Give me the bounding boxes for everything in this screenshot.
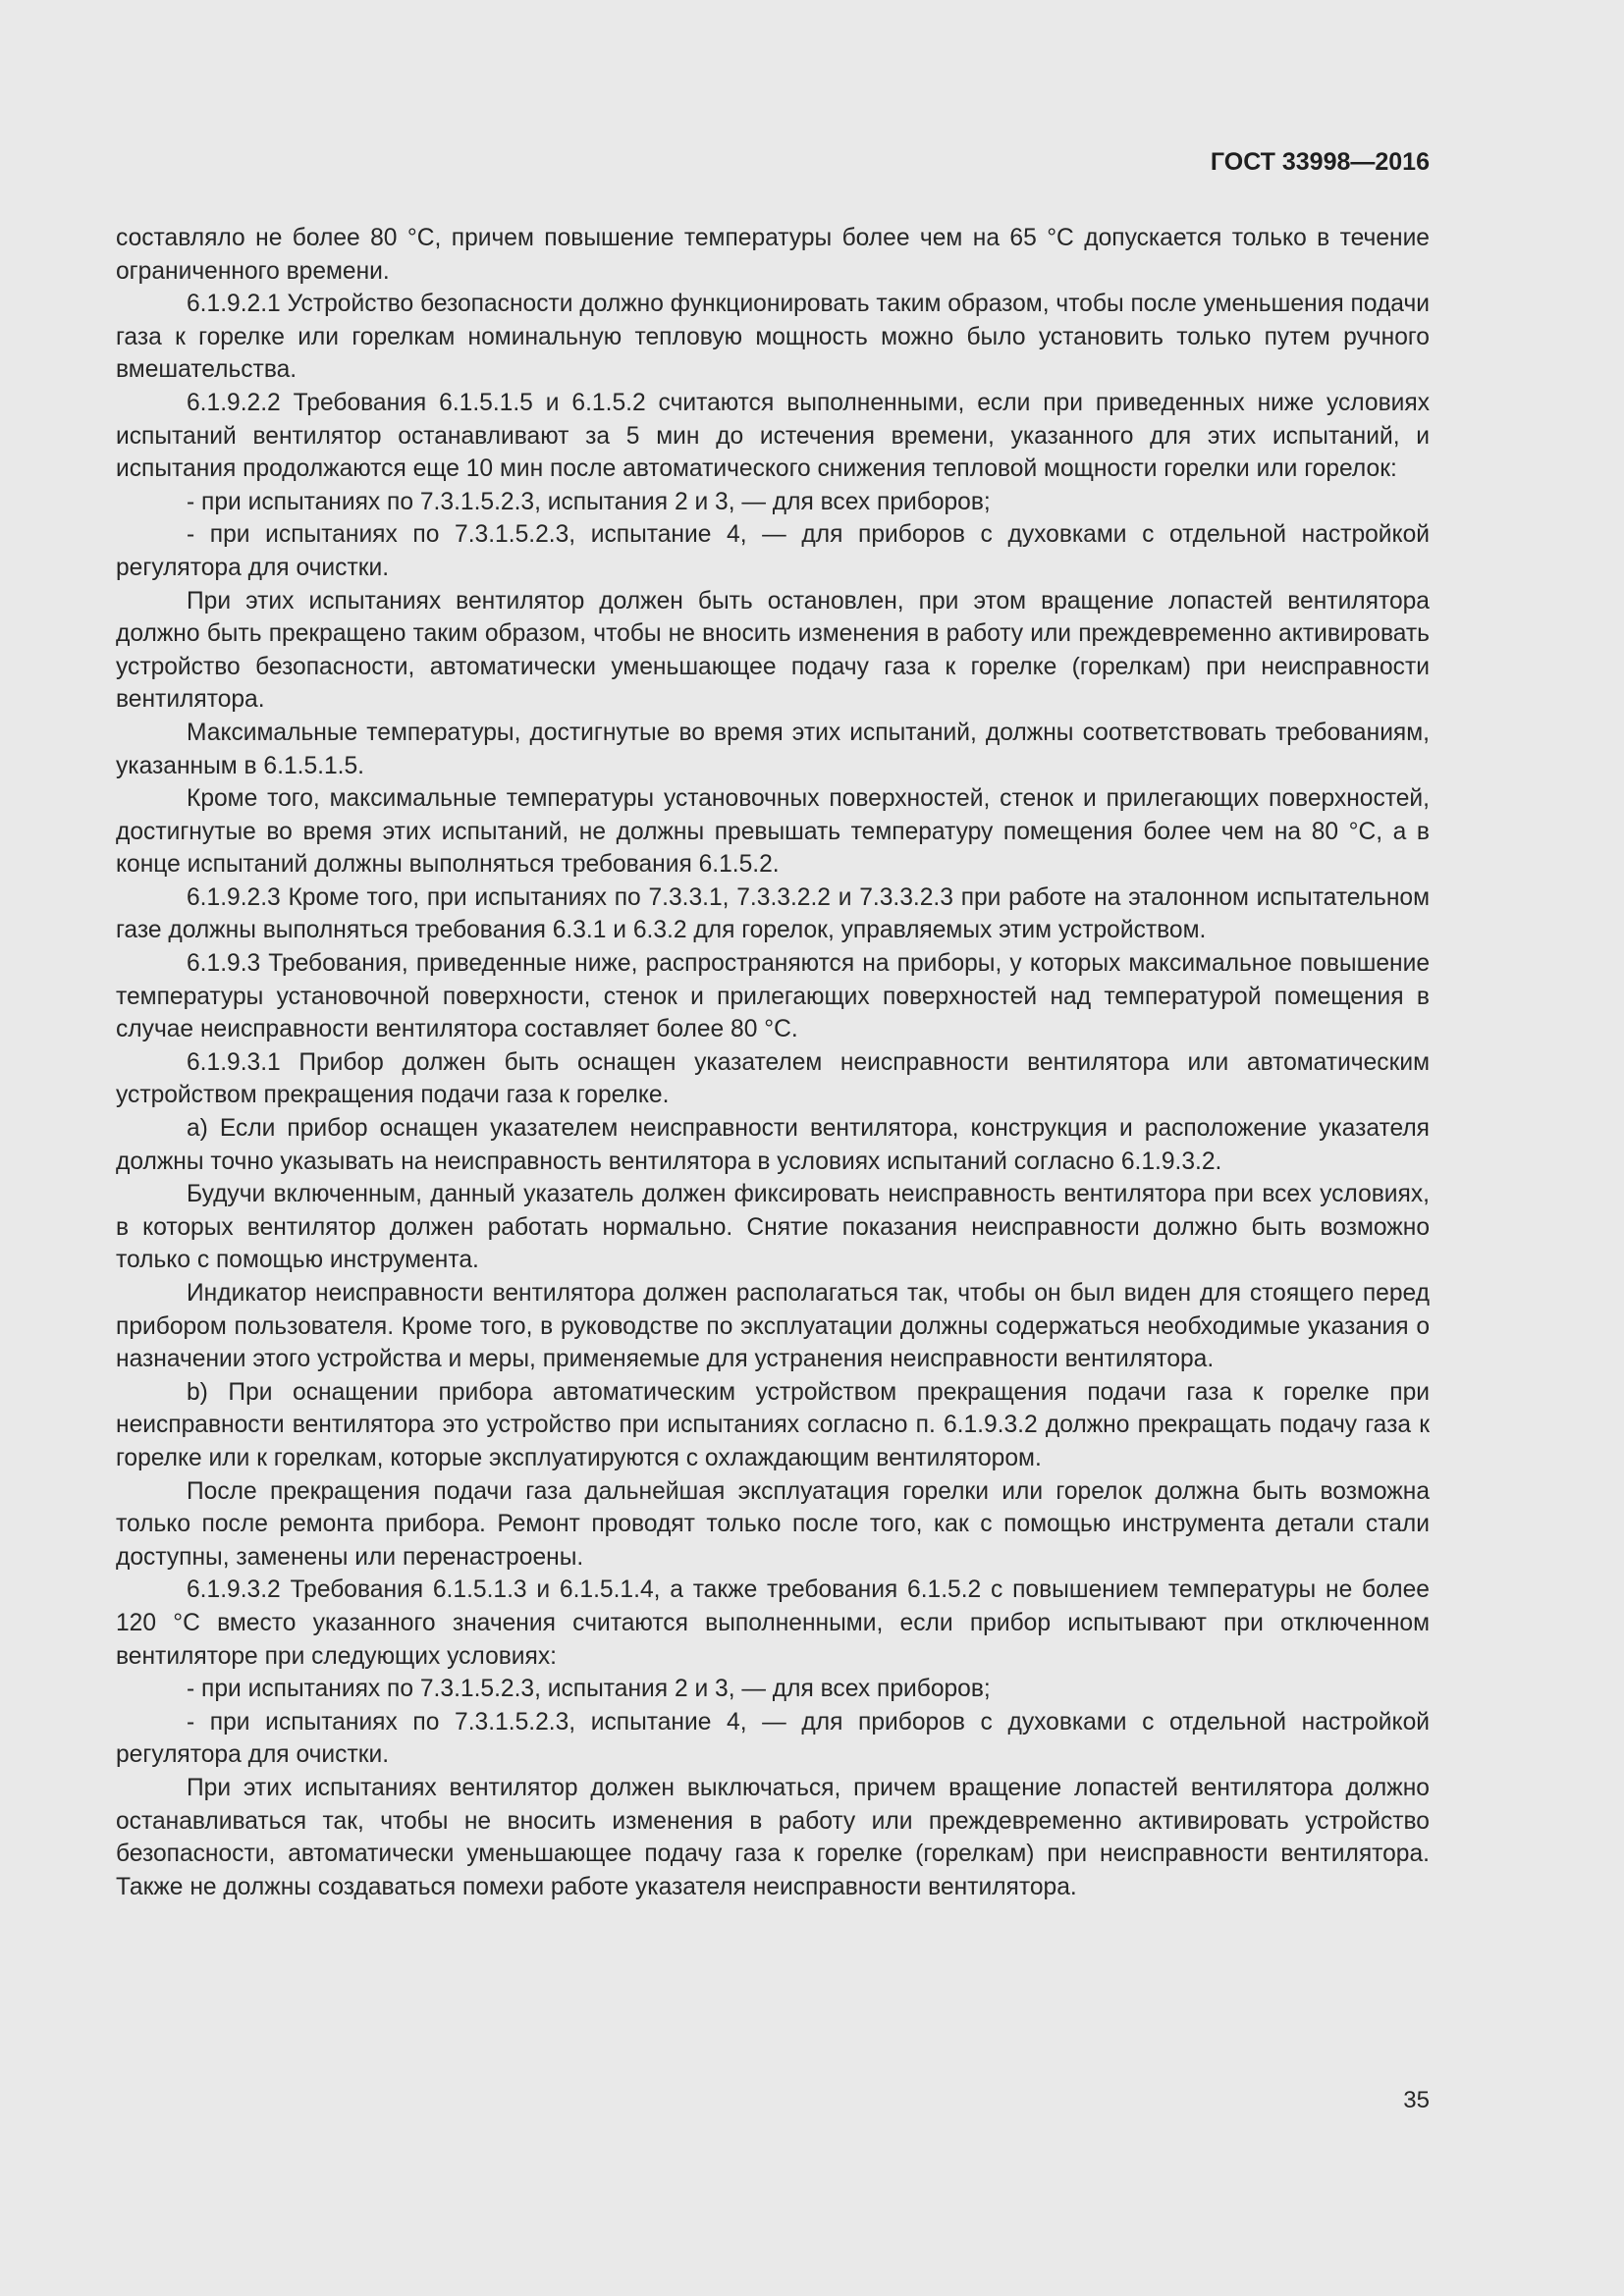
- paragraph: Кроме того, максимальные температуры установочных поверхностей, стенок и прилегающих поверхностей, достигнутые во время этих испытаний, не должны превышать температуру помещения более чем на 80 °С, а в конце испытаний должны выполняться требования 6.1.5.2.: [116, 785, 1430, 879]
- document-code-header: ГОСТ 33998—2016: [1210, 148, 1430, 176]
- paragraph: Максимальные температуры, достигнутые во время этих испытаний, должны соответствовать требованиям, указанным в 6.1.5.1.5.: [116, 719, 1430, 779]
- paragraph: 6.1.9.2.1 Устройство безопасности должно функционировать таким образом, чтобы после уменьшения подачи газа к горелке или горелкам номинальную тепловую мощность можно было установить только путем ручного вмешательства.: [116, 291, 1430, 384]
- list-item: - при испытаниях по 7.3.1.5.2.3, испытания 2 и 3, — для всех приборов;: [187, 1676, 991, 1703]
- paragraph: После прекращения подачи газа дальнейшая эксплуатация горелки или горелок должна быть возможна только после ремонта прибора. Ремонт проводят только после того, как с помощью инструмента детали стали доступны, заменены или перенастроены.: [116, 1477, 1430, 1571]
- paragraph: 6.1.9.3 Требования, приведенные ниже, распространяются на приборы, у которых максимальное повышение температуры установочной поверхности, стенок и прилегающих поверхностей над температурой помещения в случае неисправности вентилятора составляет более 80 °С.: [116, 950, 1430, 1043]
- list-item: - при испытаниях по 7.3.1.5.2.3, испытания 2 и 3, — для всех приборов;: [187, 488, 991, 515]
- paragraph: 6.1.9.2.2 Требования 6.1.5.1.5 и 6.1.5.2 считаются выполненными, если при приведенных ниже условиях испытаний вентилятор останавливают за 5 мин до истечения времени, указанного для этих испытаний, и испытания продолжаются еще 10 мин после автоматического снижения тепловой мощности горелки или горелок:: [116, 389, 1430, 483]
- list-item: - при испытаниях по 7.3.1.5.2.3, испытание 4, — для приборов с духовками с отдельной настройкой регулятора для очистки.: [116, 521, 1430, 581]
- paragraph: b) При оснащении прибора автоматическим устройством прекращения подачи газа к горелке при неисправности вентилятора это устройство при испытаниях согласно п. 6.1.9.3.2 должно прекращать подачу газа к горелке или к горелкам, которые эксплуатируются с охлаждающим вентилятором.: [116, 1378, 1430, 1471]
- list-item: - при испытаниях по 7.3.1.5.2.3, испытание 4, — для приборов с духовками с отдельной настройкой регулятора для очистки.: [116, 1708, 1430, 1769]
- paragraph: Будучи включенным, данный указатель должен фиксировать неисправность вентилятора при всех условиях, в которых вентилятор должен работать нормально. Снятие показания неисправности должно быть возможно только с помощью инструмента.: [116, 1181, 1430, 1274]
- paragraph: 6.1.9.3.1 Прибор должен быть оснащен указателем неисправности вентилятора или автоматическим устройством прекращения подачи газа к горелке.: [116, 1048, 1430, 1109]
- paragraph: 6.1.9.2.3 Кроме того, при испытаниях по 7.3.3.1, 7.3.3.2.2 и 7.3.3.2.3 при работе на эталонном испытательном газе должны выполняться требования 6.3.1 и 6.3.2 для горелок, управляемых этим устройством.: [116, 883, 1430, 944]
- paragraph: Индикатор неисправности вентилятора должен располагаться так, чтобы он был виден для стоящего перед прибором пользователя. Кроме того, в руководстве по эксплуатации должны содержаться необходимые указания о назначении этого устройства и меры, применяемые для устранения неисправности вентилятора.: [116, 1280, 1430, 1373]
- paragraph: а) Если прибор оснащен указателем неисправности вентилятора, конструкция и расположение указателя должны точно указывать на неисправность вентилятора в условиях испытаний согласно 6.1.9.3.2.: [116, 1115, 1430, 1175]
- page-number: 35: [1403, 2087, 1430, 2113]
- paragraph: 6.1.9.3.2 Требования 6.1.5.1.3 и 6.1.5.1.4, а также требования 6.1.5.2 с повышением температуры не более 120 °С вместо указанного значения считаются выполненными, если прибор испытывают при отключенном вентиляторе при следующих условиях:: [116, 1576, 1430, 1670]
- paragraph: При этих испытаниях вентилятор должен выключаться, причем вращение лопастей вентилятора должно останавливаться так, чтобы не вносить изменения в работу или преждевременно активировать устройство безопасности, автоматически уменьшающее подачу газа к горелке (горелкам) при неисправности вентилятора. Также не должны создаваться помехи работе указателя неисправности вентилятора.: [116, 1774, 1430, 1900]
- paragraph: При этих испытаниях вентилятор должен быть остановлен, при этом вращение лопастей вентилятора должно быть прекращено таким образом, чтобы не вносить изменения в работу или преждевременно активировать устройство безопасности, автоматически уменьшающее подачу газа к горелке (горелкам) при неисправности вентилятора.: [116, 587, 1430, 714]
- body-text: [116, 222, 1430, 1903]
- paragraph: составляло не более 80 °С, причем повышение температуры более чем на 65 °С допускается только в течение ограниченного времени.: [116, 225, 1430, 285]
